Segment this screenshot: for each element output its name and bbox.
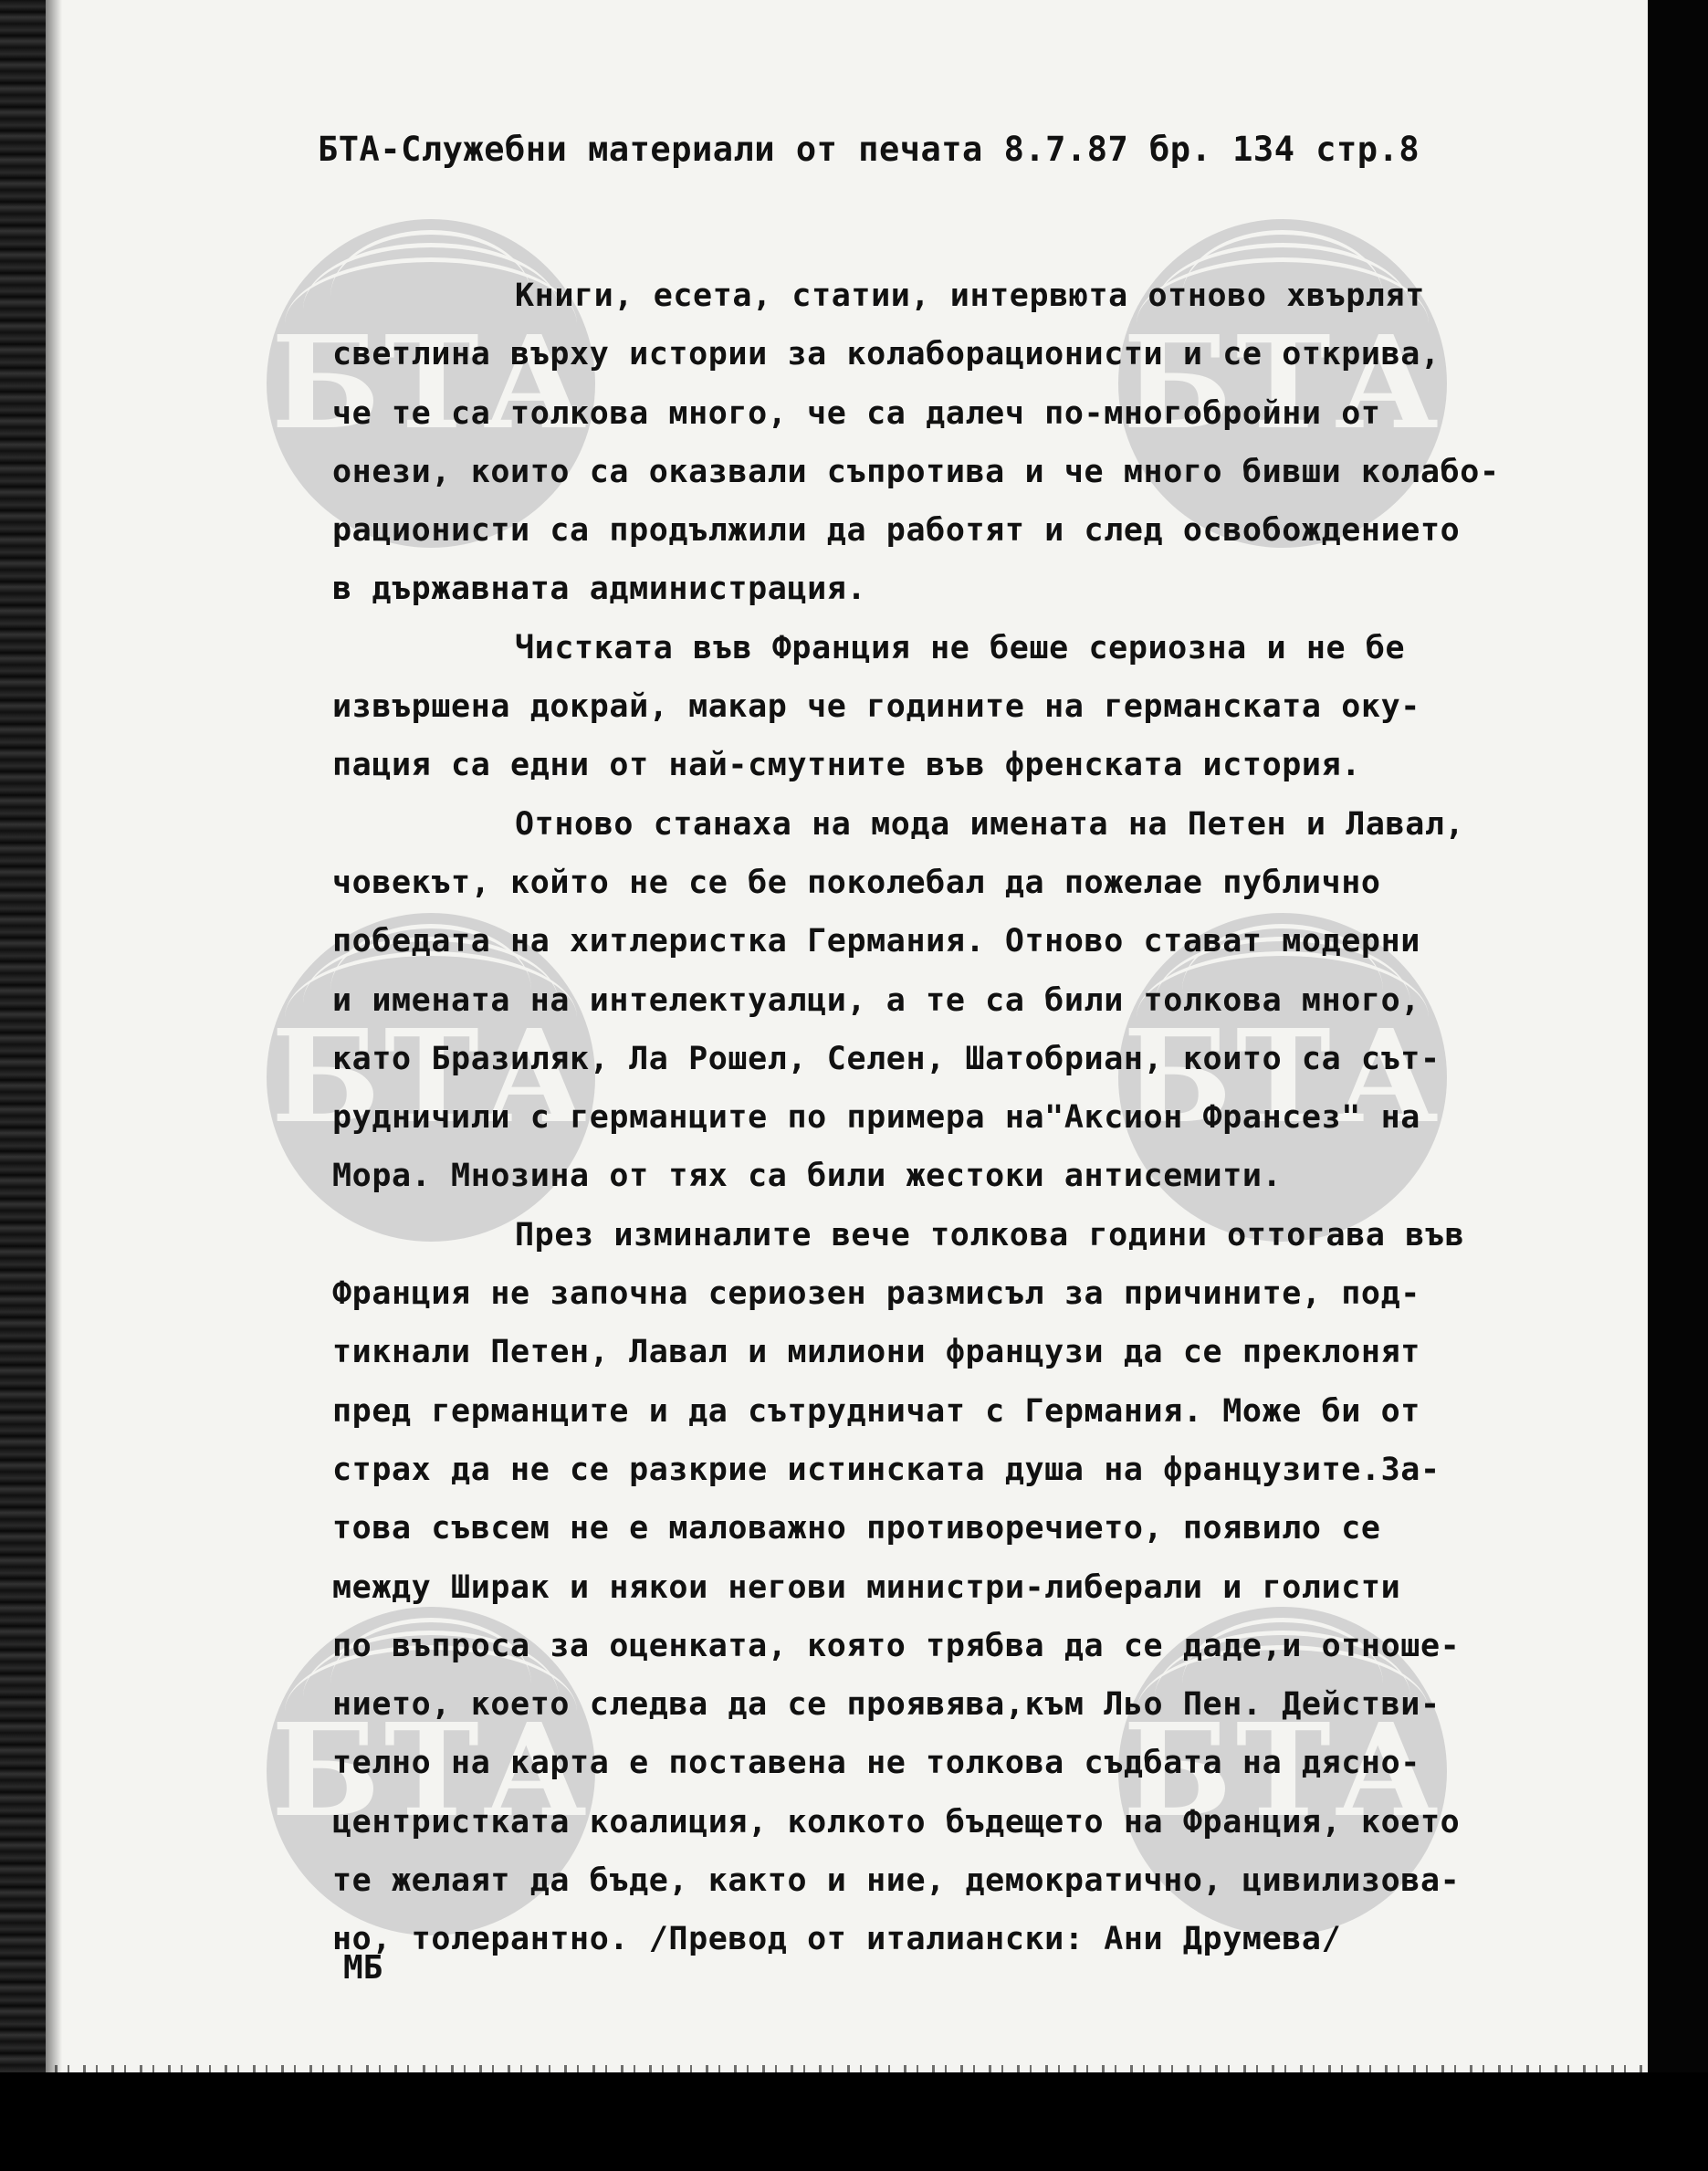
text-line: пред германците и да сътрудничат с Германия. Може би от [332,1392,1420,1430]
text-line: нието, което следва да се проявява,към Льо Пен. Действи- [332,1686,1441,1724]
text-line: но, толерантно. /Превод от италиански: Ани Друмева/ [332,1921,1342,1958]
text-line: победата на хитлеристка Германия. Отново стават модерни [332,923,1420,960]
bta-watermark-logo: БТА [267,1607,595,1935]
text-line: като Бразиляк, Ла Рошел, Селен, Шатобриан, които са сът- [332,1040,1441,1077]
text-line: Отново станаха на мода имената на Петен и Лавал, [515,805,1465,843]
bta-watermark-logo: БТА [1118,913,1447,1242]
text-line: Чистката във Франция не беше сериозна и не бе [515,629,1406,666]
text-line: между Ширак и някои негови министри-либерали и голисти [332,1568,1401,1606]
text-line: телно на карта е поставена не толкова съдбата на дясно- [332,1745,1420,1782]
text-line: и имената на интелектуалци, а те са били толкова много, [332,981,1420,1019]
scan-edge-bottom [0,2072,1708,2171]
text-line: светлина върху истории за колаборационисти и се открива, [332,336,1441,373]
text-line: извършена докрай, макар че годините на германската оку- [332,688,1420,726]
text-line: те желаят да бъде, както и ние, демократично, цивилизова- [332,1862,1461,1900]
bta-watermark-logo: БТА [267,913,595,1242]
scan-edge-left [0,0,46,2171]
text-line: През изминалите вече толкова години оттогава във [515,1216,1465,1253]
document-body [332,267,1574,1969]
text-line: Мора. Мнозина от тях са били жестоки антисемити. [332,1158,1283,1195]
text-line: пация са едни от най-смутните във френската история. [332,747,1361,784]
text-line: страх да не се разкрие истинската душа на французите.За- [332,1451,1441,1488]
author-initials: МБ [343,1949,383,1987]
text-line: тикнали Петен, Лавал и милиони французи да се преклонят [332,1334,1420,1371]
text-line: в държавната администрация. [332,571,867,608]
bta-watermark-logo: БТА [1118,219,1447,548]
bta-watermark-logo: БТА [1118,1607,1447,1935]
document-page [46,0,1648,2171]
text-line: по въпроса за оценката, която трябва да се даде,и отноше- [332,1627,1461,1664]
text-line: че те са толкова много, че са далеч по-многобройни от [332,394,1381,432]
text-line: рационисти са продължили да работят и след освобождението [332,512,1461,550]
text-line: човекът, който не се бе поколебал да пожелае публично [332,864,1381,901]
text-line: онези, които са оказвали съпротива и че много бивши колабо- [332,453,1500,490]
text-line: центристката коалиция, колкото бъдещето на Франция, което [332,1803,1461,1841]
text-line: рудничили с германците по примера на"Аксион Франсез" на [332,1099,1420,1137]
text-line: Книги, есета, статии, интервюта отново хвърлят [515,278,1425,314]
bta-watermark-logo: БТА [267,219,595,548]
document-header: БТА-Служебни материали от печата 8.7.87 бр. 134 стр.8 [318,130,1420,169]
text-line: това съвсем не е маловажно противоречието, появило се [332,1510,1381,1547]
text-line: Франция не започна сериозен размисъл за причините, под- [332,1275,1420,1313]
scan-edge-right [1648,0,1708,2171]
